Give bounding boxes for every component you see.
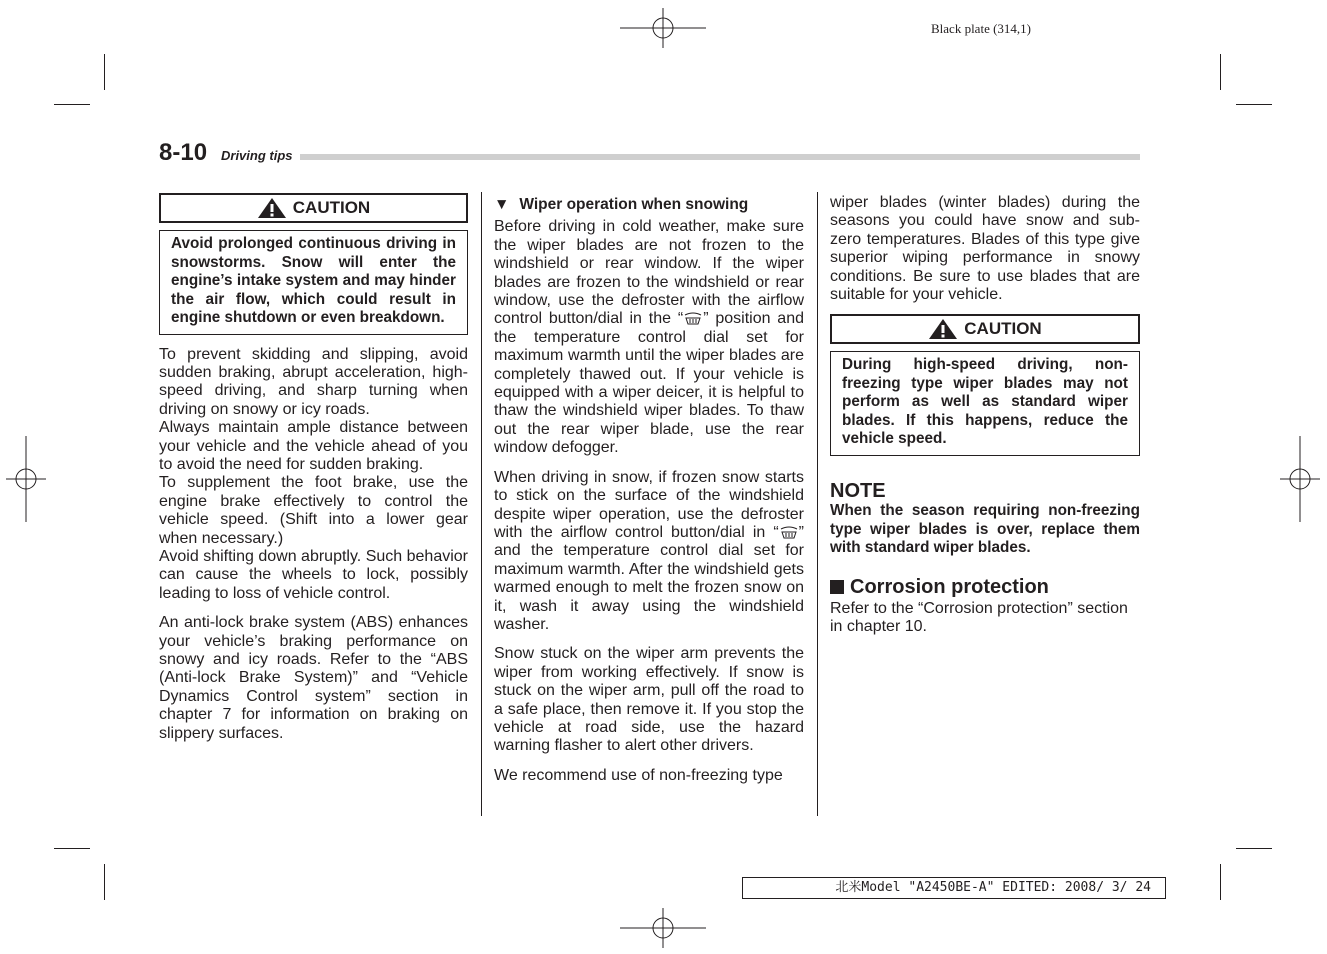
registration-mark-icon	[1280, 436, 1320, 522]
caution-text: Avoid prolonged continuous driving in snowstorms. Snow will enter the engine’s intake system and may hinder the air flow, which could result in engine shutdown or even breakdown.	[159, 230, 468, 335]
section-heading	[830, 575, 1140, 598]
warning-triangle-icon	[928, 318, 958, 340]
defroster-icon	[779, 524, 799, 540]
footer-text: 北米Model "A2450BE-A" EDITED: 2008/ 3/ 24	[835, 880, 1151, 895]
paragraph: We recommend use of non-freezing type	[494, 766, 783, 784]
crop-mark	[104, 864, 105, 900]
header-rule	[300, 154, 1140, 160]
paragraph: To prevent skidding and slipping, avoid sudden braking, abrupt acceleration, high-speed driving, and sharp turning when driving on snowy or icy roads.	[159, 345, 468, 418]
text: When driving in snow, if frozen snow starts to stick on the surface of the windshield despite wiper operation, use the defroster with the airflow control button/dial in “	[494, 468, 804, 541]
crop-mark	[1220, 864, 1221, 900]
square-bullet-icon	[830, 580, 844, 594]
paragraph: wiper blades (winter blades) during the seasons you could have snow and sub-zero temperatures. Blades of this type give superior wiping performance in snowy conditions. Be sure to use blades that are suitable for your vehicle.	[830, 194, 1140, 304]
text: Before driving in cold weather, make sure the wiper blades are not frozen to the windshield or rear window. If the wiper blades are frozen to the windshield or rear window, use the defroster with the airflow control button/dial in the “	[494, 218, 804, 328]
subheading	[494, 196, 804, 214]
column-3	[830, 194, 1140, 637]
defroster-icon	[683, 310, 703, 326]
page-number: 8-10	[159, 139, 208, 166]
footer-edit-info	[742, 877, 1166, 899]
paragraph: Always maintain ample distance between your vehicle and the vehicle ahead of you to avoid the need for sudden braking.	[159, 419, 468, 473]
subheading-text: Wiper operation when snowing	[519, 196, 749, 213]
crop-mark	[1236, 104, 1272, 105]
section-heading-text: Corrosion protection	[850, 575, 1049, 598]
paragraph: An anti-lock brake system (ABS) enhances your vehicle’s braking performance on snowy and icy roads. Refer to the “ABS (Anti-lock Brake System)” and “Vehicle Dynamics Control system” section in chapter 7 for information on braking on slippery surfaces.	[159, 614, 468, 742]
caution-header	[159, 193, 468, 223]
paragraph: Avoid shifting down abruptly. Such behavior can cause the wheels to lock, possibly leading to loss of vehicle control.	[159, 547, 468, 602]
column-divider	[817, 192, 818, 816]
registration-mark-icon	[620, 908, 706, 948]
note-text: When the season requiring non-freezing type wiper blades is over, replace them with standard wiper blades.	[830, 502, 1140, 557]
caution-header	[830, 314, 1140, 344]
plate-label: Black plate (314,1)	[931, 21, 1031, 36]
text: ” position and the temperature control dial set for maximum warmth until the wiper blades are completely thawed out. If your vehicle is equipped with a wiper deicer, it is helpful to thaw the windshield wiper blades. To thaw out the rear wiper blade, use the rear window defogger.	[494, 310, 805, 457]
registration-mark-icon	[620, 8, 706, 48]
text: ” and the temperature control dial set for maximum warmth. After the windshield gets warmed enough to melt the frozen snow on it, wash it away using the windshield washer.	[494, 523, 804, 633]
section-title: Driving tips	[221, 148, 293, 163]
crop-mark	[54, 848, 90, 849]
paragraph: Snow stuck on the wiper arm prevents the wiper from working effectively. If snow is stuck on the wiper arm, pull off the road to a safe place, then remove it. If you stop the vehicle at road side, use the hazard warning flasher to alert other drivers.	[494, 645, 804, 755]
paragraph: To supplement the foot brake, use the engine brake effectively to control the vehicle speed. (Shift into a lower gear when necessary.)	[159, 474, 468, 547]
crop-mark	[104, 54, 105, 90]
crop-mark	[54, 104, 90, 105]
caution-label: CAUTION	[964, 319, 1042, 339]
paragraph	[494, 218, 804, 457]
triangle-down-icon: ▼	[494, 196, 510, 213]
column-divider	[481, 192, 482, 816]
caution-label: CAUTION	[292, 197, 371, 217]
registration-mark-icon	[6, 436, 46, 522]
column-1	[159, 193, 468, 743]
paragraph	[494, 469, 804, 635]
column-2	[494, 196, 804, 785]
crop-mark	[1236, 848, 1272, 849]
paragraph: Refer to the “Corrosion protection” section in chapter 10.	[830, 599, 1128, 636]
crop-mark	[1220, 54, 1221, 90]
caution-text: During high-speed driving, non-freezing type wiper blades may not perform as well as standard wiper blades. If this happens, reduce the vehicle speed.	[830, 351, 1140, 456]
warning-triangle-icon	[257, 197, 287, 219]
note-heading: NOTE	[830, 479, 886, 502]
